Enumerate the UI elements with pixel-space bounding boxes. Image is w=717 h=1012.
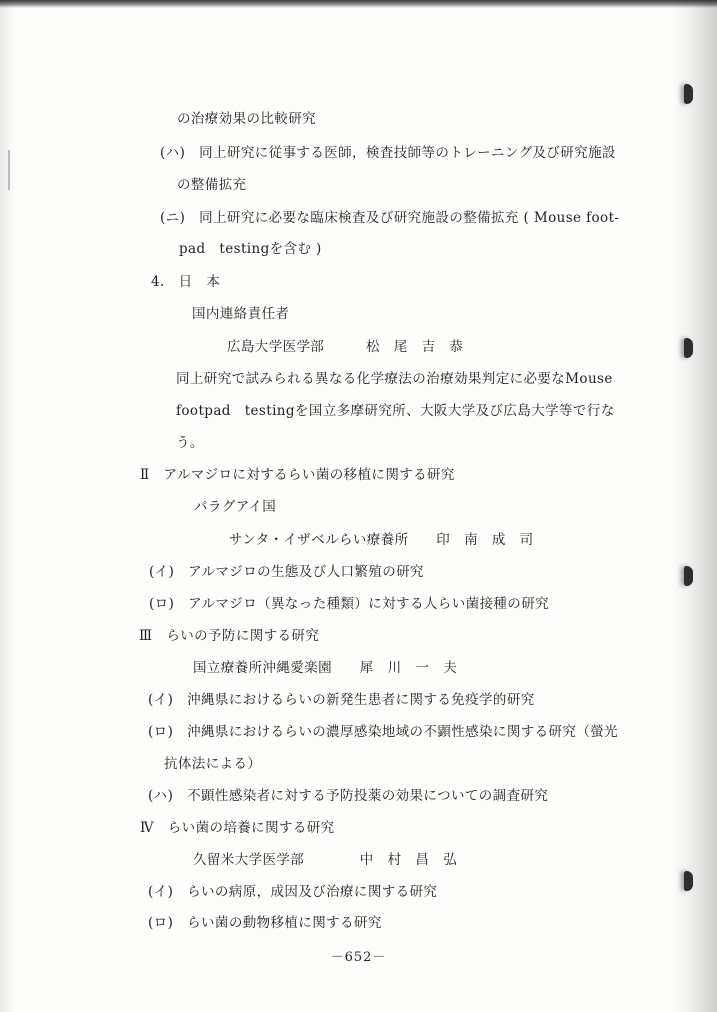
- text-line: パラグアイ国: [194, 499, 277, 515]
- binder-hole: [684, 84, 693, 104]
- scan-right-shadow: [671, 0, 717, 1012]
- text-line: 抗体法による）: [164, 756, 262, 772]
- researcher-line: 広島大学医学部 松 尾 吉 恭: [227, 339, 464, 355]
- text-line: pad testingを含む ): [179, 241, 322, 257]
- text-line: (ロ) らい菌の動物移植に関する研究: [148, 915, 382, 931]
- researcher-line: 国立療養所沖縄愛楽園 犀 川 一 夫: [193, 660, 458, 676]
- section-heading: Ⅲ らいの予防に関する研究: [139, 628, 320, 644]
- scan-left-shadow: [0, 0, 14, 1012]
- binder-hole: [684, 338, 693, 358]
- text-line: (ハ) 同上研究に従事する医師，検査技師等のトレーニング及び研究施設: [160, 145, 616, 161]
- binder-hole: [684, 871, 693, 891]
- text-line: の整備拡充: [177, 177, 247, 193]
- text-line: 国内連絡責任者: [192, 306, 290, 322]
- scan-top-edge: [0, 0, 717, 8]
- text-line: footpad testingを国立多摩研究所、大阪大学及び広島大学等で行な: [176, 403, 615, 419]
- text-line: (ロ) 沖縄県におけるらいの濃厚感染地域の不顕性感染に関する研究（螢光: [148, 724, 619, 740]
- section-heading: Ⅱ アルマジロに対するらい菌の移植に関する研究: [140, 467, 455, 483]
- page-number: －652－: [330, 950, 387, 965]
- binder-hole: [684, 566, 693, 586]
- section-heading: Ⅳ らい菌の培養に関する研究: [140, 820, 335, 836]
- researcher-line: サンタ・イザベルらい療養所 印 南 成 司: [229, 532, 534, 548]
- text-line: (イ) らいの病原，成因及び治療に関する研究: [148, 884, 438, 900]
- text-line: (ロ) アルマジロ（異なった種類）に対する人らい菌接種の研究: [149, 596, 549, 612]
- researcher-line: 久留米大学医学部 中 村 昌 弘: [193, 852, 458, 868]
- text-line: (ニ) 同上研究に必要な臨床検査及び研究施設の整備拡充 ( Mouse foot-: [160, 210, 620, 226]
- section-heading: 4. 日 本: [151, 274, 221, 290]
- text-line: 同上研究で試みられる異なる化学療法の治療効果判定に必要なMouse: [176, 371, 613, 387]
- text-line: う。: [176, 435, 204, 451]
- scan-margin-mark: [8, 150, 10, 190]
- text-line: の治療効果の比較研究: [177, 111, 316, 127]
- text-line: (イ) 沖縄県におけるらいの新発生患者に関する免疫学的研究: [148, 692, 535, 708]
- text-line: (ハ) 不顕性感染者に対する予防投薬の効果についての調査研究: [148, 788, 549, 804]
- text-line: (イ) アルマジロの生態及び人口繁殖の研究: [149, 564, 424, 580]
